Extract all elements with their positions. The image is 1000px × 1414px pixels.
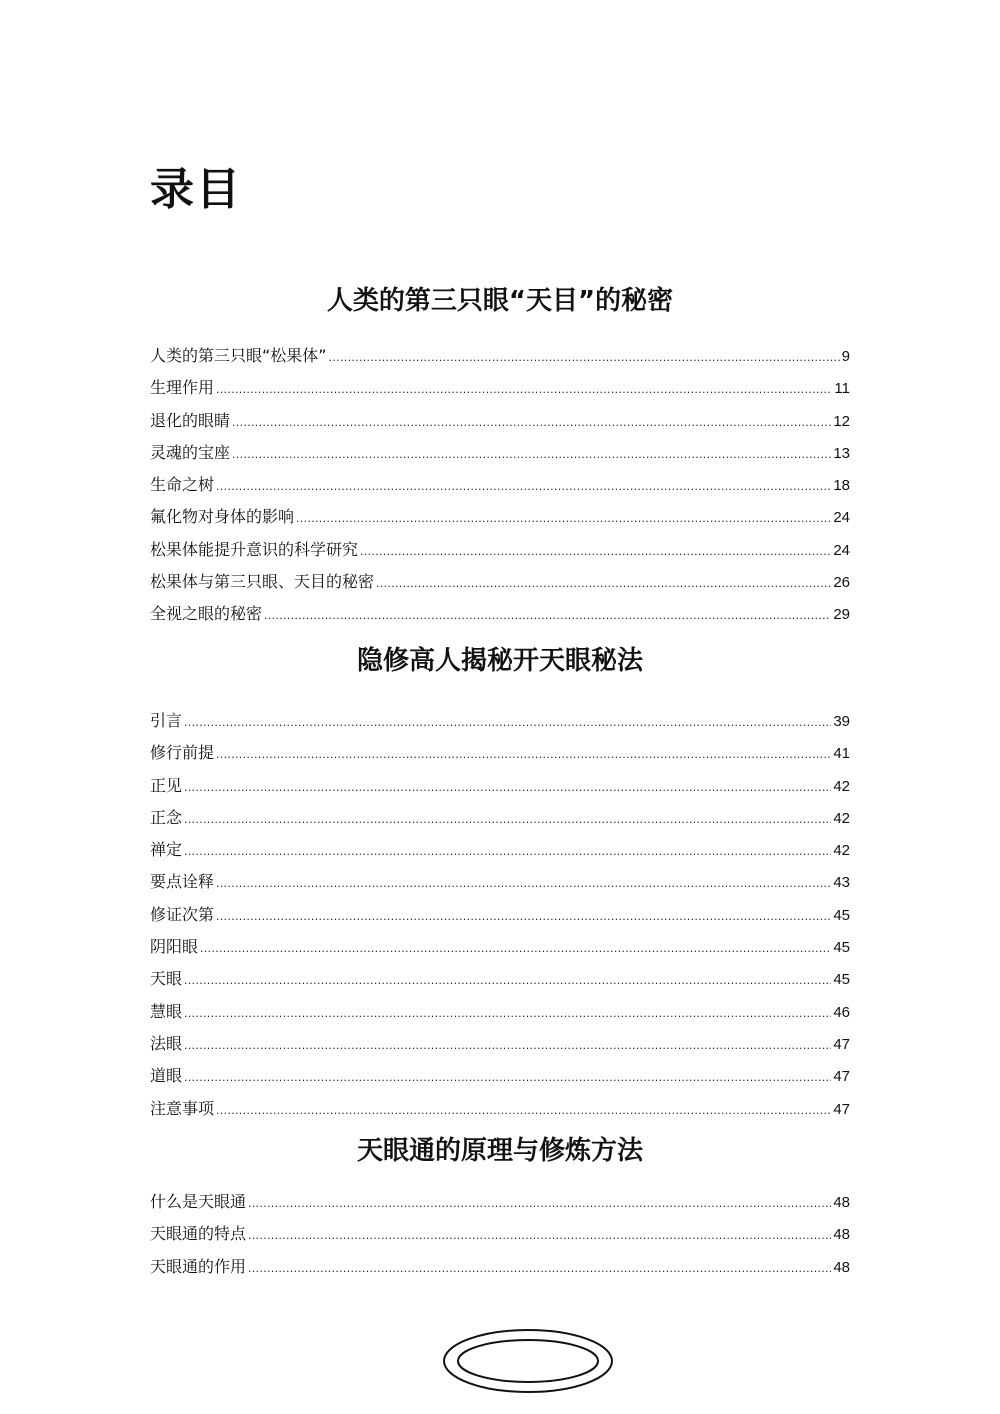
toc-entry[interactable]: [150, 866, 850, 898]
toc-entry-title: 法眼: [150, 1033, 183, 1053]
toc-entry-title: 退化的眼睛: [150, 410, 231, 430]
toc-entry-title: 生理作用: [150, 378, 215, 398]
toc-list: [150, 1186, 850, 1283]
toc-entry-title: 什么是天眼通: [150, 1192, 247, 1211]
toc-entry-page: 24: [833, 541, 850, 559]
toc-entry-title: 灵魂的宝座: [150, 442, 231, 462]
dot-leader: [360, 536, 831, 568]
dot-leader: [216, 868, 831, 900]
toc-list: [150, 705, 850, 1125]
toc-entry[interactable]: [150, 834, 850, 866]
toc-entry-title: 慧眼: [150, 1001, 183, 1021]
toc-entry-page: 47: [833, 1035, 850, 1053]
toc-entry-page: 45: [833, 971, 850, 989]
toc-entry-page: 39: [833, 713, 850, 730]
section-heading: 人类的第三只眼“天目”的秘密: [326, 286, 674, 316]
dot-leader: [184, 836, 831, 868]
toc-entry-page: 26: [833, 574, 850, 592]
toc-entry-page: 47: [833, 1100, 850, 1118]
toc-entry[interactable]: [150, 598, 850, 630]
toc-entry-title: 正念: [150, 807, 183, 827]
toc-entry-title: 道眼: [150, 1066, 183, 1086]
dot-leader: [184, 804, 831, 836]
toc-list: [150, 340, 850, 631]
toc-entry-page: 46: [833, 1003, 850, 1021]
toc-entry-title: 注意事项: [150, 1098, 215, 1118]
dot-leader: [248, 1253, 831, 1285]
toc-entry[interactable]: [150, 996, 850, 1028]
dot-leader: [184, 1030, 831, 1062]
toc-entry-page: 43: [833, 874, 850, 892]
toc-entry-title: 要点诠释: [150, 872, 215, 892]
toc-entry-page: 41: [833, 745, 850, 763]
dot-leader: [264, 600, 831, 632]
dot-leader: [232, 439, 831, 471]
dot-leader: [232, 407, 831, 439]
toc-entry-title: 禅定: [150, 840, 183, 860]
toc-entry[interactable]: [150, 1093, 850, 1125]
toc-entry[interactable]: [150, 770, 850, 802]
dot-leader: [248, 1188, 831, 1220]
toc-entry-page: 13: [833, 444, 850, 462]
dot-leader: [200, 933, 831, 965]
toc-entry[interactable]: [150, 963, 850, 995]
toc-entry-page: 47: [833, 1068, 850, 1086]
toc-entry-title: 松果体能提升意识的科学研究: [150, 539, 359, 559]
page-number-oval-ornament: [442, 1328, 614, 1394]
dot-leader: [248, 1220, 831, 1252]
toc-entry-page: 42: [833, 777, 850, 795]
dot-leader: [184, 998, 831, 1030]
toc-entry-page: 45: [833, 906, 850, 924]
toc-entry[interactable]: [150, 405, 850, 437]
toc-entry-title: 天眼: [150, 969, 183, 989]
toc-entry-title: 松果体与第三只眼、天目的秘密: [150, 572, 375, 592]
dot-leader: [184, 772, 831, 804]
toc-entry[interactable]: [150, 1251, 850, 1283]
dot-leader: [296, 503, 831, 535]
toc-entry[interactable]: [150, 501, 850, 533]
toc-entry-title: 天眼通的作用: [150, 1256, 247, 1276]
dot-leader: [216, 1095, 831, 1127]
dot-leader: [184, 1062, 831, 1094]
dot-leader: [216, 901, 831, 933]
toc-entry-title: 生命之树: [150, 475, 215, 495]
toc-entry-title: 修行前提: [150, 743, 215, 763]
toc-section-open-eye-method: [150, 638, 850, 1125]
dot-leader: [184, 965, 831, 997]
toc-entry[interactable]: [150, 437, 850, 469]
toc-entry-page: 9: [841, 348, 850, 365]
toc-entry[interactable]: [150, 802, 850, 834]
toc-entry[interactable]: [150, 340, 850, 372]
toc-entry-title: 修证次第: [150, 904, 215, 924]
toc-entry[interactable]: [150, 566, 850, 598]
dot-leader: [216, 739, 831, 771]
dot-leader: [216, 374, 832, 406]
toc-entry[interactable]: [150, 899, 850, 931]
toc-entry[interactable]: [150, 534, 850, 566]
toc-entry-page: 42: [833, 842, 850, 860]
toc-entry-title: 天眼通的特点: [150, 1224, 247, 1244]
toc-entry[interactable]: [150, 1186, 850, 1218]
toc-entry[interactable]: [150, 1028, 850, 1060]
toc-entry-page: 48: [833, 1258, 850, 1276]
toc-entry[interactable]: [150, 737, 850, 769]
section-heading: 天眼通的原理与修炼方法: [356, 1136, 643, 1166]
dot-leader: [216, 471, 831, 503]
toc-entry-page: 48: [833, 1226, 850, 1244]
toc-entry-page: 42: [833, 809, 850, 827]
toc-entry[interactable]: [150, 931, 850, 963]
toc-section-third-eye: [150, 278, 850, 631]
dot-leader: [184, 707, 831, 739]
toc-section-heavenly-eye-principles: [150, 1128, 850, 1283]
toc-entry-title: 阴阳眼: [150, 937, 199, 957]
toc-entry-page: 24: [833, 509, 850, 527]
toc-entry[interactable]: [150, 705, 850, 737]
toc-entry-page: 48: [833, 1194, 850, 1211]
dot-leader: [376, 568, 831, 600]
page-title: 录目: [150, 164, 242, 215]
toc-entry[interactable]: [150, 469, 850, 501]
toc-entry-title: 氟化物对身体的影响: [150, 507, 295, 527]
toc-entry[interactable]: [150, 1218, 850, 1250]
toc-entry-title: 引言: [150, 711, 183, 730]
toc-entry-page: 12: [833, 412, 850, 430]
toc-entry-title: 正见: [150, 775, 183, 795]
toc-entry-title: 全视之眼的秘密: [150, 604, 263, 624]
toc-entry-page: 11: [834, 380, 850, 398]
section-heading: 隐修高人揭秘开天眼秘法: [356, 646, 643, 676]
toc-entry[interactable]: [150, 372, 850, 404]
toc-entry-title: 人类的第三只眼“松果体”: [150, 346, 327, 365]
toc-entry-page: 29: [833, 606, 850, 624]
toc-entry-page: 45: [833, 939, 850, 957]
toc-entry[interactable]: [150, 1060, 850, 1092]
dot-leader: [329, 342, 840, 374]
toc-entry-page: 18: [833, 477, 850, 495]
